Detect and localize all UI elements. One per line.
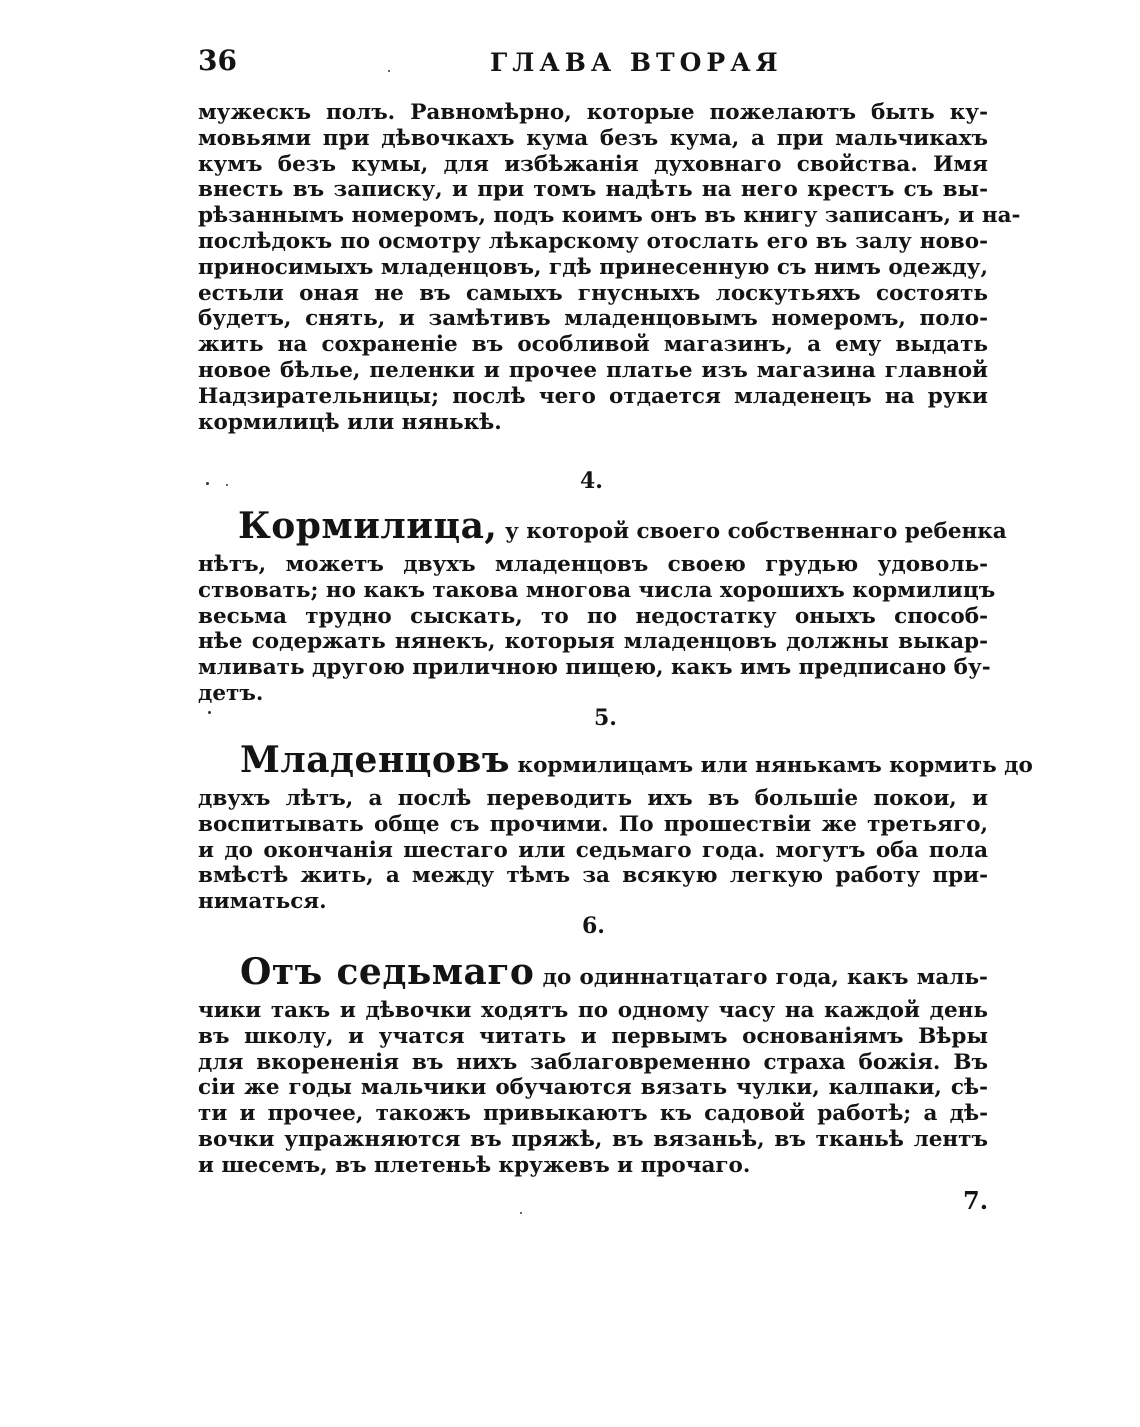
text-line	[198, 739, 1033, 786]
text-line: и шесемъ, въ плетеньѣ кружевъ и прочаго.	[198, 1152, 751, 1178]
scan-speck	[208, 711, 211, 714]
section-paragraph	[198, 505, 1007, 707]
running-head: ГЛАВА ВТОРАЯ	[490, 48, 783, 77]
text-line: и до окончанія шестаго или седьмаго года. могутъ оба пола	[198, 837, 988, 863]
section-lead-word: Младенцовъ	[240, 739, 511, 781]
page-number: 36	[198, 44, 237, 77]
text-line: для вкорененія въ нихъ заблаговременно страха божія. Въ	[198, 1049, 988, 1075]
text-line: чики такъ и дѣвочки ходятъ по одному часу на каждой день	[198, 998, 988, 1023]
section-number: 5.	[594, 705, 617, 731]
text-line: послѣдокъ по осмотру лѣкарскому отослать его въ залу ново-	[198, 228, 988, 254]
page-header	[198, 44, 998, 84]
text-line: въ школу, и учатся читать и первымъ основаніямъ Вѣры	[198, 1023, 988, 1049]
text-line: кумъ безъ кумы, для избѣжанія духовнаго свойства. Имя	[198, 151, 988, 177]
text-line: воспитывать обще съ прочими. По прошествіи же третьяго,	[198, 811, 988, 837]
section-lead-word: Отъ седьмаго	[240, 951, 535, 993]
scan-speck	[388, 70, 390, 72]
text-line: ниматься.	[198, 889, 327, 915]
text-line	[198, 505, 1007, 552]
text-line: сіи же годы мальчики обучаются вязать чулки, калпаки, сѣ-	[198, 1075, 988, 1101]
text-fragment: кормилицамъ или нянькамъ кормить до	[517, 753, 1033, 778]
text-line: ствовать; но какъ такова многова числа хорошихъ кормилицъ	[198, 577, 996, 603]
text-line: вочки упражняются въ пряжѣ, въ вязаньѣ, въ тканьѣ лентъ	[198, 1126, 988, 1152]
section-paragraph	[198, 952, 988, 1179]
text-line: жить на сохраненіе въ особливой магазинъ, а ему выдать	[198, 332, 988, 358]
section-lead-word: Кормилица,	[238, 505, 498, 547]
text-line: кормилицѣ или нянькѣ.	[198, 409, 502, 435]
text-line: рѣзаннымъ номеромъ, подъ коимъ онъ въ книгу записанъ, и на-	[198, 203, 1021, 229]
scan-speck	[206, 482, 209, 485]
text-line: будетъ, снять, и замѣтивъ младенцовымъ номеромъ, поло-	[198, 306, 988, 332]
scan-speck	[520, 1212, 522, 1214]
section-number: 6.	[582, 913, 605, 939]
text-line: двухъ лѣтъ, а послѣ переводить ихъ въ большіе покои, и	[198, 786, 988, 811]
catchword: 7.	[963, 1186, 989, 1215]
text-line: Надзирательницы; послѣ чего отдается младенецъ на руки	[198, 383, 988, 409]
text-fragment: до одиннатцатаго года, какъ маль-	[542, 965, 988, 990]
text-line: ти и прочее, такожъ привыкаютъ къ садовой работѣ; а дѣ-	[198, 1101, 988, 1127]
section-number: 4.	[580, 468, 603, 494]
text-line: мливать другою приличною пищею, какъ имъ предписано бу-	[198, 655, 991, 681]
text-line: вмѣстѣ жить, а между тѣмъ за всякую легкую работу при-	[198, 863, 988, 889]
text-line: детъ.	[198, 680, 264, 706]
text-line: нѣтъ, можетъ двухъ младенцовъ своею грудью удоволь-	[198, 552, 988, 577]
continuation-paragraph	[198, 100, 1021, 435]
text-line	[198, 952, 988, 998]
text-line: нѣе содержать нянекъ, которыя младенцовъ должны выкар-	[198, 629, 988, 655]
scan-speck	[226, 484, 228, 486]
text-line: мовьями при дѣвочкахъ кума безъ кума, а при мальчикахъ	[198, 125, 988, 151]
text-line: внесть въ записку, и при томъ надѣть на него крестъ съ вы-	[198, 177, 988, 203]
text-line: весьма трудно сыскать, то по недостатку оныхъ способ-	[198, 603, 988, 629]
text-fragment: у которой своего собственнаго ребенка	[504, 519, 1007, 544]
section-paragraph	[198, 739, 1033, 915]
text-line: естьли оная не въ самыхъ гнусныхъ лоскутьяхъ состоять	[198, 280, 988, 306]
text-line: новое бѣлье, пеленки и прочее платье изъ магазина главной	[198, 357, 988, 383]
text-line: мужескъ полъ. Равномѣрно, которые пожелаютъ быть ку-	[198, 100, 988, 125]
text-line: приносимыхъ младенцовъ, гдѣ принесенную съ нимъ одежду,	[198, 254, 988, 280]
